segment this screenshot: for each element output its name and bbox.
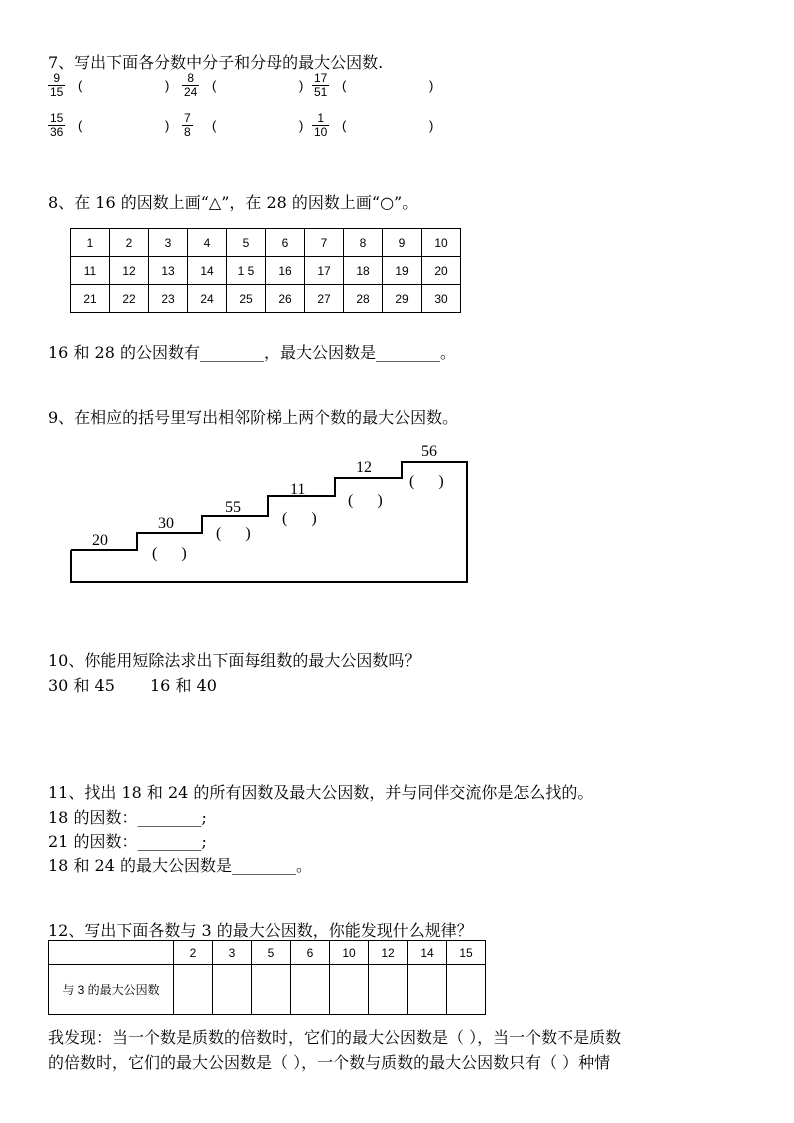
grid-cell[interactable]: 11 xyxy=(71,257,110,285)
q12-table xyxy=(48,940,486,1015)
numerator: 9 xyxy=(53,71,61,85)
q12-answer-cell[interactable] xyxy=(174,965,213,1015)
step-answer-paren-1: ( ) xyxy=(152,545,187,562)
grid-cell[interactable]: 21 xyxy=(71,285,110,313)
grid-cell[interactable]: 8 xyxy=(344,229,383,257)
numerator: 15 xyxy=(50,111,64,125)
answer-paren-open: ( xyxy=(342,78,347,93)
answer-paren-open: ( xyxy=(78,118,83,133)
q12-answer-cell[interactable] xyxy=(252,965,291,1015)
grid-cell[interactable]: 19 xyxy=(383,257,422,285)
answer-paren-open: ( xyxy=(212,78,217,93)
numerator: 7 xyxy=(184,111,191,125)
q10-group-1: 30 和 45 xyxy=(48,676,115,695)
q12-answer-cell[interactable] xyxy=(408,965,447,1015)
fraction-4 xyxy=(48,112,65,139)
grid-cell[interactable]: 17 xyxy=(305,257,344,285)
denominator: 24 xyxy=(184,85,198,99)
q11-line-1: 18 的因数：________; xyxy=(48,808,207,827)
fraction-1 xyxy=(48,72,65,99)
grid-cell[interactable]: 29 xyxy=(383,285,422,313)
staircase-outline xyxy=(71,462,467,582)
numerator: 1 xyxy=(317,111,325,125)
fraction-2 xyxy=(182,72,199,99)
answer-paren-close: ) xyxy=(429,118,434,133)
step-label-4: 11 xyxy=(290,481,306,498)
q12-header-cell: 2 xyxy=(174,941,213,965)
q12-answer-cell[interactable] xyxy=(291,965,330,1015)
answer-paren-close: ) xyxy=(165,118,170,133)
denominator: 51 xyxy=(314,85,328,99)
grid-cell[interactable]: 16 xyxy=(266,257,305,285)
grid-cell[interactable]: 27 xyxy=(305,285,344,313)
q11-title: 11、找出 18 和 24 的所有因数及最大公因数，并与同伴交流你是怎么找的。 xyxy=(48,783,594,802)
grid-cell[interactable]: 7 xyxy=(305,229,344,257)
grid-cell[interactable]: 20 xyxy=(422,257,461,285)
step-answer-paren-3: ( ) xyxy=(282,510,317,527)
q12-title: 12、写出下面各数与 3 的最大公因数，你能发现什么规律？ xyxy=(48,921,473,940)
grid-cell[interactable]: 6 xyxy=(266,229,305,257)
answer-paren-close: ) xyxy=(429,78,434,93)
grid-row xyxy=(71,257,461,285)
q12-header-cell: 3 xyxy=(213,941,252,965)
grid-cell[interactable]: 18 xyxy=(344,257,383,285)
q12-answer-cell[interactable] xyxy=(447,965,486,1015)
grid-cell[interactable]: 14 xyxy=(188,257,227,285)
grid-cell[interactable]: 24 xyxy=(188,285,227,313)
q12-header-cell: 12 xyxy=(369,941,408,965)
numerator: 17 xyxy=(314,71,328,85)
grid-cell[interactable]: 10 xyxy=(422,229,461,257)
answer-paren-open: ( xyxy=(78,78,83,93)
step-label-1: 20 xyxy=(92,532,108,549)
q12-header-cell: 6 xyxy=(291,941,330,965)
q12-answer-cell[interactable] xyxy=(213,965,252,1015)
answer-paren-open: ( xyxy=(212,118,217,133)
grid-cell[interactable]: 12 xyxy=(110,257,149,285)
q9-staircase xyxy=(0,430,794,600)
grid-cell[interactable]: 1 xyxy=(71,229,110,257)
step-label-6: 56 xyxy=(421,443,437,460)
grid-cell[interactable]: 13 xyxy=(149,257,188,285)
grid-cell[interactable]: 3 xyxy=(149,229,188,257)
step-label-2: 30 xyxy=(158,515,174,532)
grid-cell[interactable]: 1 5 xyxy=(227,257,266,285)
answer-paren-close: ) xyxy=(299,78,304,93)
answer-paren-close: ) xyxy=(299,118,304,133)
numerator: 8 xyxy=(187,71,195,85)
q7-title: 7、写出下面各分数中分子和分母的最大公因数. xyxy=(48,53,384,72)
grid-cell[interactable]: 4 xyxy=(188,229,227,257)
q11-line-3: 18 和 24 的最大公因数是________。 xyxy=(48,856,312,875)
q10-title: 10、你能用短除法求出下面每组数的最大公因数吗？ xyxy=(48,651,421,670)
q12-header-cell: 14 xyxy=(408,941,447,965)
denominator: 8 xyxy=(184,125,191,139)
grid-cell[interactable]: 25 xyxy=(227,285,266,313)
denominator: 15 xyxy=(50,85,64,99)
q12-answer-cell[interactable] xyxy=(330,965,369,1015)
step-label-5: 12 xyxy=(356,459,372,476)
q12-finding-line-1: 我发现：当一个数是质数的倍数时，它们的最大公因数是（ ），当一个数不是质数 xyxy=(48,1028,622,1047)
answer-paren-close: ) xyxy=(165,78,170,93)
fraction-3 xyxy=(312,72,329,99)
q10-group-2: 16 和 40 xyxy=(150,676,217,695)
q12-finding-line-2: 的倍数时，它们的最大公因数是（ ），一个数与质数的最大公因数只有（ ）种情 xyxy=(48,1053,611,1072)
grid-cell[interactable]: 23 xyxy=(149,285,188,313)
grid-cell[interactable]: 30 xyxy=(422,285,461,313)
q12-answer-cell[interactable] xyxy=(369,965,408,1015)
q12-header-cell: 15 xyxy=(447,941,486,965)
q9-title: 9、在相应的括号里写出相邻阶梯上两个数的最大公因数。 xyxy=(48,408,459,427)
grid-cell[interactable]: 9 xyxy=(383,229,422,257)
step-answer-paren-4: ( ) xyxy=(348,492,383,509)
fraction-5 xyxy=(182,112,193,139)
q12-header-cell: 10 xyxy=(330,941,369,965)
grid-row xyxy=(71,229,461,257)
denominator: 10 xyxy=(314,125,328,139)
q8-answer-line: 16 和 28 的公因数有________，最大公因数是________。 xyxy=(48,343,456,362)
step-label-3: 55 xyxy=(225,499,241,516)
grid-cell[interactable]: 5 xyxy=(227,229,266,257)
q8-title: 8、在 16 的因数上画“△”，在 28 的因数上画“○”。 xyxy=(48,193,419,212)
grid-cell[interactable]: 2 xyxy=(110,229,149,257)
fraction-6 xyxy=(312,112,329,139)
q11-line-2: 21 的因数：________; xyxy=(48,832,207,851)
grid-cell[interactable]: 28 xyxy=(344,285,383,313)
answer-paren-open: ( xyxy=(342,118,347,133)
step-answer-paren-2: ( ) xyxy=(216,525,251,542)
q8-number-grid xyxy=(70,228,461,313)
grid-cell[interactable]: 26 xyxy=(266,285,305,313)
q12-row-label: 与 3 的最大公因数 xyxy=(49,965,174,1015)
denominator: 36 xyxy=(50,125,64,139)
grid-row xyxy=(71,285,461,313)
q12-header-cell: 5 xyxy=(252,941,291,965)
q12-corner-cell xyxy=(49,941,174,965)
grid-cell[interactable]: 22 xyxy=(110,285,149,313)
step-answer-paren-5: ( ) xyxy=(409,473,444,490)
